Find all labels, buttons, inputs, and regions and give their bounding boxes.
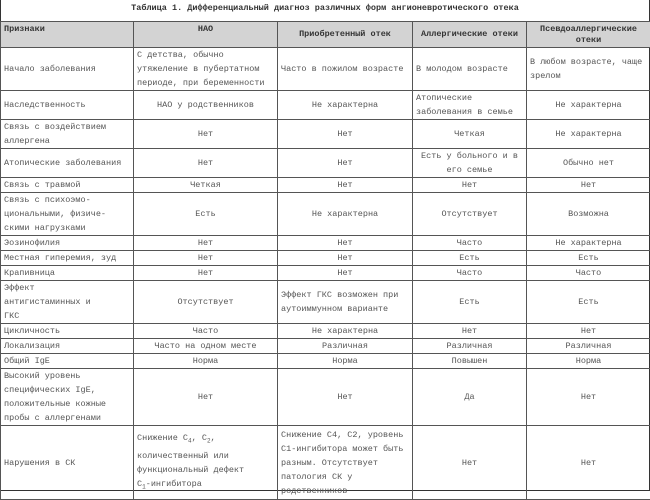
header-row: [1, 22, 650, 48]
cell-nao: Есть: [134, 193, 278, 236]
table-row: [1, 426, 650, 500]
cell-pseudo: Нет: [527, 426, 650, 500]
cell-acquired: Снижение C4, C2, уровень C1-ингибитора может быть разным. Отсутствует патология СК у родственников: [278, 426, 413, 500]
cell-sign: Крапивница: [1, 266, 134, 281]
cell-acquired: Норма: [278, 354, 413, 369]
cell-allergic: Различная: [413, 339, 527, 354]
table-row: [1, 236, 650, 251]
cell-sign: Местная гиперемия, зуд: [1, 251, 134, 266]
column-header-nao: НАО: [134, 22, 278, 48]
cell-pseudo: Есть: [527, 251, 650, 266]
cell-nao: Нет: [134, 149, 278, 178]
table-row: [1, 354, 650, 369]
cell-acquired: Нет: [278, 149, 413, 178]
cell-allergic: Отсутствует: [413, 193, 527, 236]
column-header-pseudoallergic: Псевдоаллергические отеки: [527, 22, 650, 48]
cell-nao: Отсутствует: [134, 281, 278, 324]
cell-nao: Четкая: [134, 178, 278, 193]
cell-acquired: Нет: [278, 251, 413, 266]
table-row: [1, 91, 650, 120]
column-header-signs: Признаки: [1, 22, 134, 48]
cell-sign: Цикличность: [1, 324, 134, 339]
cell-sign: Связь с психоэмо-циональными, физиче-скими нагрузками: [1, 193, 134, 236]
column-header-acquired: Приобретенный отек: [278, 22, 413, 48]
cell-acquired: Нет: [278, 266, 413, 281]
nao-text-3: , количественный или функциональный дефект C: [137, 433, 244, 489]
cell-acquired: Не характерна: [278, 91, 413, 120]
cell-nao: [134, 426, 278, 500]
cell-allergic: Нет: [413, 426, 527, 500]
cell-pseudo: Возможна: [527, 193, 650, 236]
differential-diagnosis-table: [0, 21, 650, 500]
cell-allergic: Нет: [413, 178, 527, 193]
cell-pseudo: Не характерна: [527, 120, 650, 149]
cell-nao: Нет: [134, 266, 278, 281]
table-caption: Таблица 1. Дифференциальный диагноз различных форм ангионевротического отека: [0, 0, 650, 21]
cell-acquired: Нет: [278, 236, 413, 251]
cell-acquired: Эффект ГКС возможен при аутоиммунном варианте: [278, 281, 413, 324]
nao-text-4: -ингибитора: [146, 479, 202, 489]
nao-text-1: Снижение C: [137, 433, 188, 443]
table-row: [1, 339, 650, 354]
cell-pseudo: Различная: [527, 339, 650, 354]
cell-pseudo: Норма: [527, 354, 650, 369]
table-row: [1, 48, 650, 91]
cell-pseudo: Нет: [527, 324, 650, 339]
nao-text-2: , C: [192, 433, 207, 443]
cell-pseudo: Нет: [527, 369, 650, 426]
cell-sign: Локализация: [1, 339, 134, 354]
cell-nao: Нет: [134, 369, 278, 426]
cell-nao: Норма: [134, 354, 278, 369]
cell-allergic: Есть: [413, 281, 527, 324]
cell-pseudo: Не характерна: [527, 236, 650, 251]
table-row: [1, 193, 650, 236]
table-row: [1, 251, 650, 266]
cell-sign: Эозинофилия: [1, 236, 134, 251]
cell-acquired: Часто в пожилом возрасте: [278, 48, 413, 91]
cell-nao: Часто: [134, 324, 278, 339]
cell-nao: Нет: [134, 236, 278, 251]
cell-sign: Начало заболевания: [1, 48, 134, 91]
table-row: [1, 369, 650, 426]
cell-nao: НАО у родственников: [134, 91, 278, 120]
cell-allergic: Есть: [413, 251, 527, 266]
cell-acquired: Нет: [278, 178, 413, 193]
cell-sign: Наследственность: [1, 91, 134, 120]
cell-acquired: Нет: [278, 369, 413, 426]
table-row: [1, 120, 650, 149]
table-row: [1, 149, 650, 178]
cell-allergic: Повышен: [413, 354, 527, 369]
cell-allergic: Атопические заболевания в семье: [413, 91, 527, 120]
column-header-allergic: Аллергические отеки: [413, 22, 527, 48]
cell-allergic: Есть у больного и в его семье: [413, 149, 527, 178]
cell-sign: Атопические заболевания: [1, 149, 134, 178]
cell-pseudo: Часто: [527, 266, 650, 281]
cell-allergic: Да: [413, 369, 527, 426]
table-row: [1, 324, 650, 339]
nao-sub-1: 4: [188, 438, 192, 445]
cell-sign: Общий IgE: [1, 354, 134, 369]
cell-nao: Нет: [134, 251, 278, 266]
nao-sub-2: 2: [207, 438, 211, 445]
cell-sign: Нарушения в СК: [1, 426, 134, 500]
cell-sign: Высокий уровень специфических IgE, положительные кожные пробы с аллергенами: [1, 369, 134, 426]
table-row: [1, 178, 650, 193]
table-row: [1, 281, 650, 324]
cell-pseudo: Обычно нет: [527, 149, 650, 178]
cell-acquired: Не характерна: [278, 193, 413, 236]
cell-allergic: Нет: [413, 324, 527, 339]
cell-sign: Эффект антигистаминных и ГКС: [1, 281, 134, 324]
cell-allergic: Четкая: [413, 120, 527, 149]
cell-nao: Нет: [134, 120, 278, 149]
nao-sub-3: 1: [142, 483, 146, 490]
cell-sign: Связь с травмой: [1, 178, 134, 193]
cell-nao: Часто на одном месте: [134, 339, 278, 354]
cell-allergic: В молодом возрасте: [413, 48, 527, 91]
cell-allergic: Часто: [413, 236, 527, 251]
cell-pseudo: Есть: [527, 281, 650, 324]
cell-acquired: Различная: [278, 339, 413, 354]
cell-acquired: Нет: [278, 120, 413, 149]
cell-acquired: Не характерна: [278, 324, 413, 339]
cell-sign: Связь с воздействием аллергена: [1, 120, 134, 149]
cell-pseudo: В любом возрасте, чаще зрелом: [527, 48, 650, 91]
table-row: [1, 266, 650, 281]
cell-allergic: Часто: [413, 266, 527, 281]
cell-pseudo: Не характерна: [527, 91, 650, 120]
cell-pseudo: Нет: [527, 178, 650, 193]
cell-nao: С детства, обычно утяжеление в пубертатном периоде, при беременности: [134, 48, 278, 91]
